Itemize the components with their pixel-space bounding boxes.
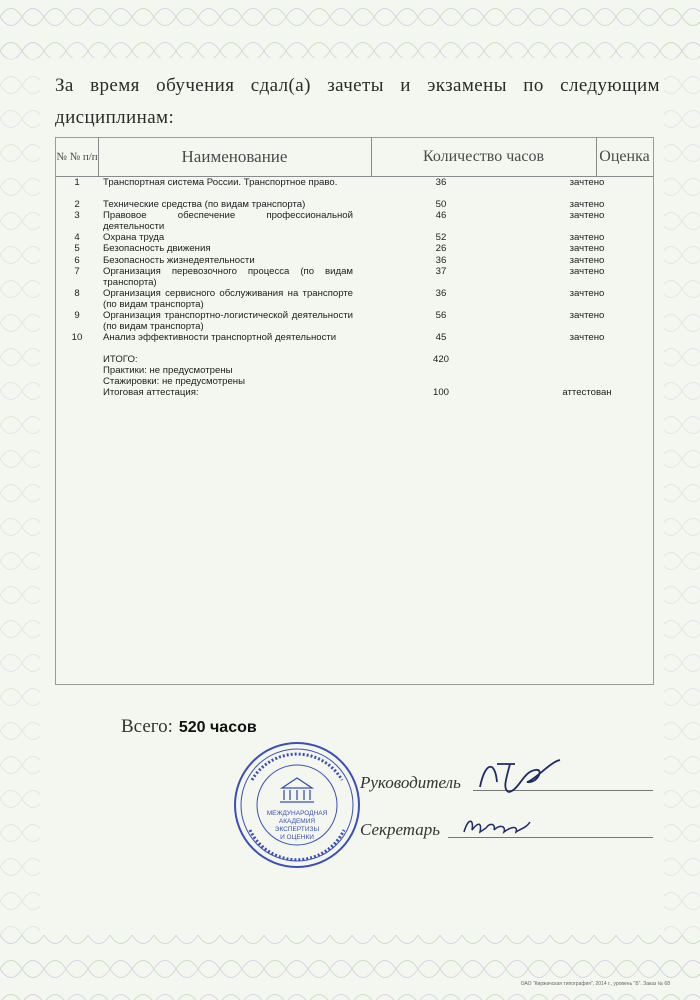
row-grade: зачтено [569,232,605,244]
row-hours: 37 [435,265,447,277]
row-grade: зачтено [569,265,605,277]
row-grade: зачтено [569,210,605,222]
header-number: № № п/п [56,151,98,163]
row-hours: 46 [435,210,447,222]
table-row [56,387,653,398]
row-hours: 52 [435,232,447,244]
total-hours [121,716,257,738]
table-row [56,255,653,266]
printer-footer: ОАО "Киржачская типография", 2014 г., уровень "Б". Заказ № 68 [520,981,670,987]
row-hours: 100 [432,387,449,399]
table-row [56,210,653,232]
row-name: Транспортная система России. Транспортное право. [103,177,338,188]
row-hours: 26 [435,243,447,255]
row-hours: 36 [435,287,447,299]
table-row [56,266,653,288]
table-row [56,243,653,254]
row-grade: зачтено [569,331,605,343]
table-row [56,365,653,376]
row-number: 10 [71,331,83,343]
svg-text:И ОЦЕНКИ: И ОЦЕНКИ [280,834,314,841]
row-grade: зачтено [569,254,605,266]
table-row [56,376,653,387]
row-number: 9 [74,309,80,321]
table-header-row [56,138,653,177]
row-number: 2 [74,199,80,210]
row-number: 5 [74,243,80,255]
row-name: Организация транспортно-логистической деятельности (по видам транспорта) [103,309,353,332]
row-name: Практики: не предусмотрены [103,364,233,376]
secretary-label: Секретарь [360,820,440,839]
table-row [56,332,653,354]
row-grade: зачтено [569,199,605,210]
row-grade: зачтено [569,309,605,321]
row-number: 7 [74,265,80,277]
row-name: Безопасность движения [103,243,211,255]
row-grade: зачтено [569,177,605,188]
page-heading: За время обучения сдал(а) зачеты и экзамены по следующим дисциплинам: [55,75,660,128]
table-row [56,288,653,310]
table-row [56,354,653,365]
director-signature [475,752,565,797]
disciplines-table [55,137,654,685]
secretary-signature [460,812,540,840]
svg-text:АКАДЕМИЯ: АКАДЕМИЯ [278,818,316,825]
row-name: Анализ эффективности транспортной деятельности [103,331,337,343]
row-number: 6 [74,254,80,266]
table-row [56,177,653,199]
row-name: Правовое обеспечение профессиональной деятельности [103,210,353,233]
row-number: 3 [74,210,80,222]
row-hours: 56 [435,309,447,321]
row-name: Итоговая аттестация: [103,387,199,399]
row-hours: 45 [435,331,447,343]
table-body [56,177,653,399]
header-grade: Оценка [599,148,650,165]
row-name: Охрана труда [103,232,165,244]
row-grade: аттестован [562,387,612,399]
row-grade: зачтено [569,243,605,255]
table-row [56,310,653,332]
row-name: ИТОГО: [103,353,138,365]
svg-text:МЕЖДУНАРОДНАЯ: МЕЖДУНАРОДНАЯ [266,810,328,817]
row-name: Стажировки: не предусмотрены [103,376,245,388]
svg-text:ЭКСПЕРТИЗЫ: ЭКСПЕРТИЗЫ [274,826,320,833]
total-label: Всего: [121,716,173,737]
row-number: 1 [74,177,80,188]
row-name: Безопасность жизнедеятельности [103,254,255,266]
official-stamp [232,740,362,870]
row-name: Организация перевозочного процесса (по видам транспорта) [103,265,353,288]
row-number: 8 [74,287,80,299]
row-name: Технические средства (по видам транспорта) [103,199,306,210]
row-hours: 36 [435,177,447,188]
row-hours: 50 [435,199,447,210]
table-row [56,232,653,243]
row-number: 4 [74,232,80,244]
row-grade: зачтено [569,287,605,299]
director-label: Руководитель [360,773,461,792]
row-name: Организация сервисного обслуживания на транспорте (по видам транспорта) [103,287,353,310]
table-row [56,199,653,210]
total-value: 520 часов [178,719,257,736]
row-hours: 420 [432,353,449,365]
header-hours: Количество часов [422,148,545,165]
row-hours: 36 [435,254,447,266]
header-name: Наименование [181,147,288,166]
